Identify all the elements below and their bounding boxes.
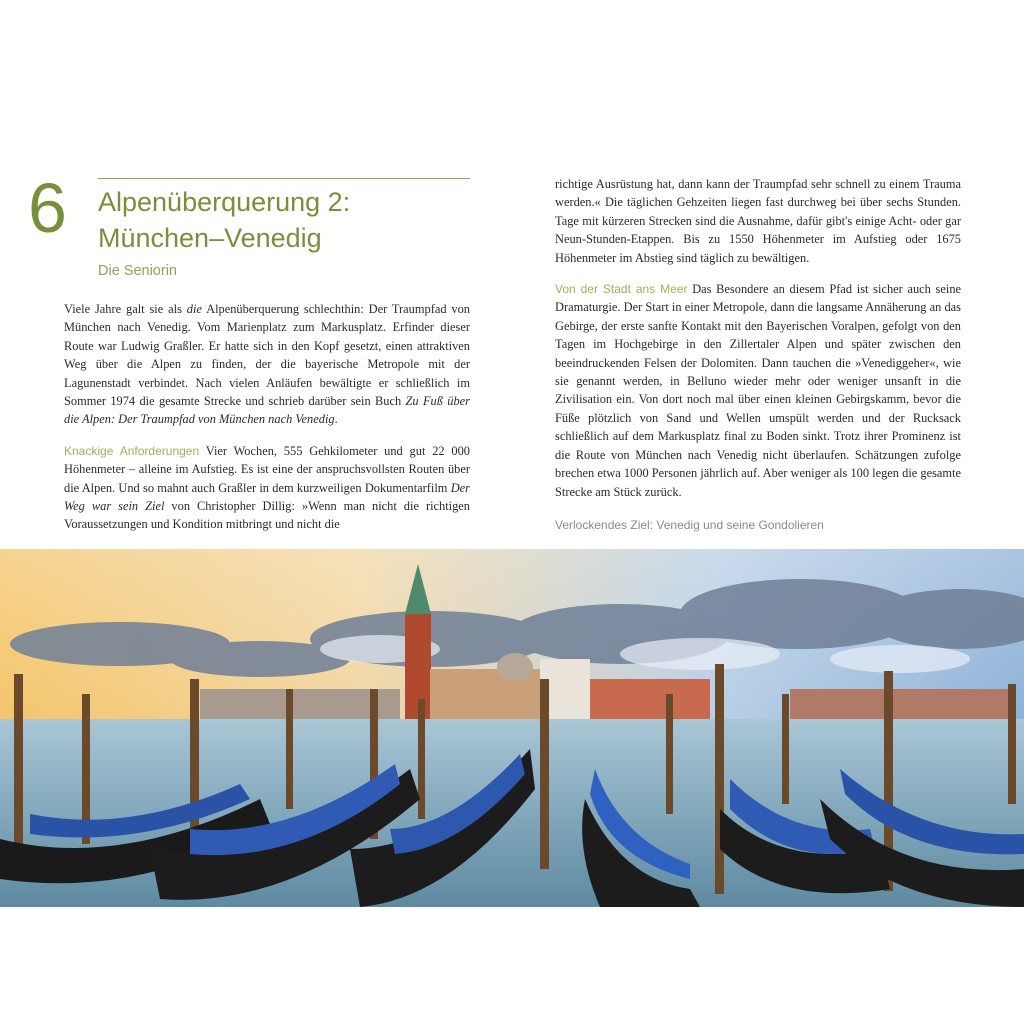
paragraph-requirements	[64, 442, 470, 534]
text-span: Alpenüberquerung schlechthin: Der Traumpfad von München nach Venedig. Vom Marienplatz zum Markusplatz. Erfinder dieser Route war Ludwig Graßler. Er hatte sich in den Kopf gesetzt, einen attraktiven Weg über die Alpen zu finden, der die bayerische Metropole mit der Lagunenstadt verbindet. Nach vielen Anläufen bewältigte er schließlich im Sommer 1974 die gesamte Strecke und schrieb darüber sein Buch	[64, 302, 470, 409]
paragraph-city-to-sea	[555, 280, 961, 501]
chapter-title	[98, 184, 350, 256]
chapter-title-line1: Alpenüberquerung 2:	[98, 187, 351, 217]
left-text-column	[64, 300, 470, 547]
text-span: von Christopher Dillig: »Wenn man nicht die richtigen Voraussetzungen und Kondition mitbringt und nicht die	[64, 499, 470, 532]
text-span: Das Besondere an diesem Pfad ist sicher auch seine Dramaturgie. Der Start in einer Metropole, dann die langsame Annäherung an das Gebirge, der erste sanfte Kontakt mit den Bayerischen Voralpen, gefolgt von den Tagen im Hochgebirge in den Zillertaler Alpen und später zwischen den beeindruckenden Felsen der Dolomiten. Dann tauchen die »Venediggeher«, wie sie genannt werden, in Belluno wieder mehr oder weniger unsanft in die Zivilisation ein. Von dort noch mal über einen kleinen Gebirgskamm, bevor die Füße plötzlich von Sand und Wellen umspült werden und der Rucksack schließlich auf dem Markusplatz final zu Boden sinkt. Trotz ihrer Prominenz ist die Route von München nach Venedig nicht überlaufen. Schätzungen zufolge brechen etwa 1000 Personen jährlich auf. Aber weniger als 100 legen die gesamte Strecke am Stück zurück.	[555, 282, 962, 499]
text-span: .	[334, 412, 338, 427]
section-lead: Von der Stadt ans Meer	[555, 282, 688, 297]
emphasis: die	[186, 302, 202, 316]
book-spread	[0, 118, 1024, 910]
photo-caption: Verlockendes Ziel: Venedig und seine Gondolieren	[555, 518, 824, 532]
film-title: Der Weg war sein Ziel	[64, 480, 470, 514]
section-lead: Knackige Anforderungen	[64, 443, 200, 458]
paragraph-continuation: richtige Ausrüstung hat, dann kann der Traumpfad sehr schnell zu einem Trauma werden.« Die täglichen Gehzeiten liegen fast durchweg bei über sechs Stunden. Tage mit kürzeren Strecken sind die Ausnahme, dafür gibt's einige Acht- oder gar Neun-Stunden-Etappen. Bis zu 1550 Höhenmeter im Aufstieg oder 1675 Höhenmeter im Abstieg sind täglich zu bewältigen.	[555, 177, 961, 265]
right-text-column	[555, 175, 961, 514]
venice-gondola-photo	[0, 549, 1024, 907]
book-title: Zu Fuß über die Alpen: Der Traumpfad von München nach Venedig	[64, 394, 470, 427]
chapter-rule	[98, 178, 470, 179]
chapter-title-line2: München–Venedig	[98, 223, 322, 253]
chapter-number: 6	[28, 169, 67, 247]
paragraph-intro	[64, 300, 470, 429]
chapter-subtitle: Die Seniorin	[98, 263, 177, 279]
text-span: Viele Jahre galt sie als	[64, 302, 187, 316]
text-span: Vier Wochen, 555 Gehkilometer und gut 22 000 Höhenmeter – alleine im Aufstieg. Es ist eine der anspruchsvollsten Routen über die Alpen. Und so mahnt auch Graßler in dem kurzweiligen Dokumentarfilm	[64, 443, 470, 495]
